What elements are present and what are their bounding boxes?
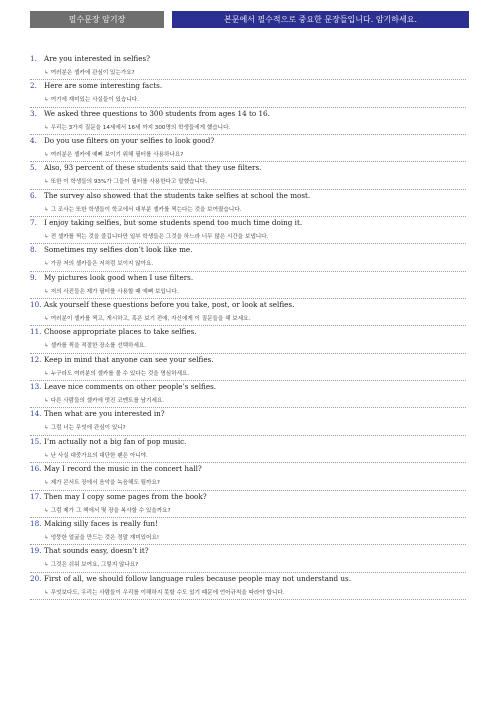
sentence-number: 3. <box>30 108 37 118</box>
korean-text: 그럼 너는 무엇에 관심이 있니? <box>50 425 126 432</box>
english-text: Also, 93 percent of these students said that they use filters. <box>44 163 262 173</box>
sentence-number: 11. <box>30 327 42 337</box>
english-sentence <box>30 136 214 145</box>
korean-text: 여기에 재미있는 사실들이 있습니다. <box>50 97 139 104</box>
english-text: My pictures look good when I use filters. <box>44 272 194 282</box>
sentence-item <box>30 80 466 107</box>
sentence-item <box>30 326 466 353</box>
sentence-number: 14. <box>30 409 42 419</box>
korean-text: 누구라도 여러분의 셀카를 볼 수 있다는 것을 명심하세요. <box>50 370 190 377</box>
english-text: Are you interested in selfies? <box>44 54 150 63</box>
korean-translation <box>44 314 250 322</box>
sentence-number: 10. <box>30 300 42 310</box>
korean-translation <box>44 506 171 514</box>
return-arrow-icon: ↳ <box>44 152 49 159</box>
english-text: Then what are you interested in? <box>44 409 165 419</box>
english-sentence <box>30 355 214 364</box>
korean-translation <box>44 423 126 431</box>
korean-translation <box>44 369 189 377</box>
sentence-number: 12. <box>30 354 42 364</box>
return-arrow-icon: ↳ <box>44 507 49 514</box>
sentence-list <box>30 53 466 600</box>
return-arrow-icon: ↳ <box>44 234 49 241</box>
sentence-number: 7. <box>30 218 37 228</box>
english-text: The survey also showed that the students take selfies at school the most. <box>44 190 311 200</box>
korean-text: 제가 콘서트 장에서 음악을 녹음해도 될까요? <box>50 480 160 487</box>
english-sentence <box>30 300 294 309</box>
sentence-item <box>30 217 466 244</box>
english-text: Making silly faces is really fun! <box>44 518 158 528</box>
return-arrow-icon: ↳ <box>44 97 49 104</box>
sentence-number: 13. <box>30 382 42 392</box>
korean-translation <box>44 588 285 596</box>
sentence-number: 20. <box>30 573 42 583</box>
english-sentence <box>30 464 202 473</box>
return-arrow-icon: ↳ <box>44 288 49 295</box>
english-text: Do you use filters on your selfies to look good? <box>44 136 215 146</box>
korean-text: 우리는 3가지 질문을 14세에서 16세 까지 300명의 학생들에게 했습니다. <box>50 124 231 131</box>
korean-text: 또한 이 학생들의 93%가 그들이 필터를 사용한다고 말했습니다. <box>50 179 208 186</box>
sentence-number: 4. <box>30 136 37 146</box>
korean-translation <box>44 123 230 131</box>
english-text: May I record the music in the concert hall? <box>44 464 202 474</box>
korean-translation <box>44 396 164 404</box>
korean-text: 가끔 저의 셀카들은 저처럼 보이지 않아요. <box>50 261 154 268</box>
return-arrow-icon: ↳ <box>44 316 49 323</box>
english-sentence <box>30 273 193 282</box>
korean-text: 여러분이 셀카를 찍고, 게시하고, 혹은 보기 전에, 자신에게 이 질문들을 해 보세요. <box>50 316 251 323</box>
return-arrow-icon: ↳ <box>44 398 49 405</box>
sentence-item <box>30 408 466 435</box>
sentence-item <box>30 354 466 381</box>
english-sentence <box>30 519 158 528</box>
korean-translation <box>44 259 153 267</box>
sentence-number: 2. <box>30 81 37 91</box>
english-sentence <box>30 382 216 391</box>
english-text: We asked three questions to 300 students from ages 14 to 16. <box>44 108 270 118</box>
korean-translation <box>44 68 135 76</box>
english-text: Then may I copy some pages from the book? <box>44 491 207 501</box>
return-arrow-icon: ↳ <box>44 343 49 350</box>
sentence-number: 15. <box>30 436 42 446</box>
english-sentence <box>30 54 150 63</box>
english-sentence <box>30 191 310 200</box>
english-text: That sounds easy, doesn’t it? <box>44 546 149 556</box>
return-arrow-icon: ↳ <box>44 179 49 186</box>
return-arrow-icon: ↳ <box>44 206 49 213</box>
return-arrow-icon: ↳ <box>44 124 49 131</box>
sentence-number: 8. <box>30 245 37 255</box>
english-sentence <box>30 574 351 583</box>
sentence-item <box>30 190 466 217</box>
english-text: I enjoy taking selfies, but some students spend too much time doing it. <box>44 218 303 228</box>
sentence-item <box>30 244 466 271</box>
english-text: Ask yourself these questions before you take, post, or look at selfies. <box>44 300 295 310</box>
english-sentence <box>30 163 261 172</box>
sentence-item <box>30 573 466 600</box>
korean-text: 난 사실 대중가요의 대단한 팬은 아니야. <box>50 452 148 459</box>
return-arrow-icon: ↳ <box>44 480 49 487</box>
english-text: I’m actually not a big fan of pop music. <box>44 436 187 446</box>
english-sentence <box>30 109 270 118</box>
sentence-item <box>30 436 466 463</box>
sentence-number: 18. <box>30 518 42 528</box>
korean-text: 무엇보다도, 우리는 사람들이 우리를 이해하지 못할 수도 있기 때문에 언어규칙을 따라야 합니다. <box>50 589 285 596</box>
sentence-number: 9. <box>30 272 37 282</box>
korean-text: 셀카를 찍을 적절한 장소를 선택하세요. <box>50 343 147 350</box>
sentence-item <box>30 463 466 490</box>
return-arrow-icon: ↳ <box>44 70 49 76</box>
header-bar <box>30 11 469 28</box>
english-sentence <box>30 218 302 227</box>
korean-translation <box>44 287 178 295</box>
korean-translation <box>44 177 207 185</box>
return-arrow-icon: ↳ <box>44 261 49 268</box>
header-gap <box>164 11 172 28</box>
sentence-item <box>30 135 466 162</box>
english-text: Keep in mind that anyone can see your selfies. <box>44 354 214 364</box>
return-arrow-icon: ↳ <box>44 452 49 459</box>
sentence-number: 16. <box>30 464 42 474</box>
english-sentence <box>30 245 192 254</box>
english-sentence <box>30 546 149 555</box>
return-arrow-icon: ↳ <box>44 425 49 432</box>
sentence-number: 19. <box>30 546 42 556</box>
korean-text: 여러분은 셀카에 관심이 있는가요? <box>50 70 135 76</box>
english-sentence <box>30 409 165 418</box>
korean-text: 그럼 제가 그 책에서 몇 장을 복사할 수 있을까요? <box>50 507 171 514</box>
korean-text: 여러분은 셀카에 예뻐 보이기 위해 필터를 사용하나요? <box>50 152 184 159</box>
return-arrow-icon: ↳ <box>44 534 49 541</box>
sentence-item <box>30 108 466 135</box>
sentence-item <box>30 518 466 545</box>
sentence-item <box>30 162 466 189</box>
english-sentence <box>30 327 197 336</box>
sentence-item <box>30 53 466 80</box>
sentence-number: 5. <box>30 163 37 173</box>
header-title: 필수문장 암기장 <box>30 11 164 28</box>
return-arrow-icon: ↳ <box>44 589 49 596</box>
korean-translation <box>44 150 183 158</box>
korean-text: 저의 사진들은 제가 필터를 사용할 때 예뻐 보입니다. <box>50 288 179 295</box>
korean-translation <box>44 451 148 459</box>
korean-text: 그 조사는 또한 학생들이 학교에서 대부분 셀카를 찍는다는 것을 보여줬습니다. <box>50 206 242 213</box>
korean-translation <box>44 205 241 213</box>
korean-translation <box>44 95 139 103</box>
return-arrow-icon: ↳ <box>44 562 49 569</box>
sentence-item <box>30 491 466 518</box>
korean-text: 전 셀카를 찍는 것을 즐깁니다만 일부 학생들은 그것을 하느라 너무 많은 시간을 보냅니다. <box>50 234 269 241</box>
return-arrow-icon: ↳ <box>44 370 49 377</box>
korean-translation <box>44 533 159 541</box>
sentence-number: 17. <box>30 491 42 501</box>
korean-text: 다른 사람들의 셀카에 멋진 코멘트를 남기세요. <box>50 398 165 405</box>
sentence-number: 1. <box>30 54 37 63</box>
sentence-item <box>30 299 466 326</box>
sentence-item <box>30 545 466 572</box>
english-text: Here are some interesting facts. <box>44 81 163 91</box>
sentence-item <box>30 381 466 408</box>
english-text: Sometimes my selfies don’t look like me. <box>44 245 193 255</box>
korean-translation <box>44 341 146 349</box>
sentence-number: 6. <box>30 190 37 200</box>
english-text: First of all, we should follow language rules because people may not understand us. <box>44 573 352 583</box>
korean-text: 그것은 쉬워 보여요, 그렇지 않나요? <box>50 562 139 569</box>
korean-text: 엉뚱한 얼굴을 만드는 것은 정말 재미있어요! <box>50 534 160 541</box>
english-text: Choose appropriate places to take selfies. <box>44 327 197 337</box>
korean-translation <box>44 560 138 568</box>
english-sentence <box>30 437 186 446</box>
korean-translation <box>44 232 268 240</box>
sentence-item <box>30 272 466 299</box>
english-sentence <box>30 492 207 501</box>
english-text: Leave nice comments on other people’s selfies. <box>44 382 217 392</box>
english-sentence <box>30 81 162 90</box>
header-instruction: 본문에서 필수적으로 중요한 문장들입니다. 암기하세요. <box>172 11 469 28</box>
korean-translation <box>44 478 160 486</box>
